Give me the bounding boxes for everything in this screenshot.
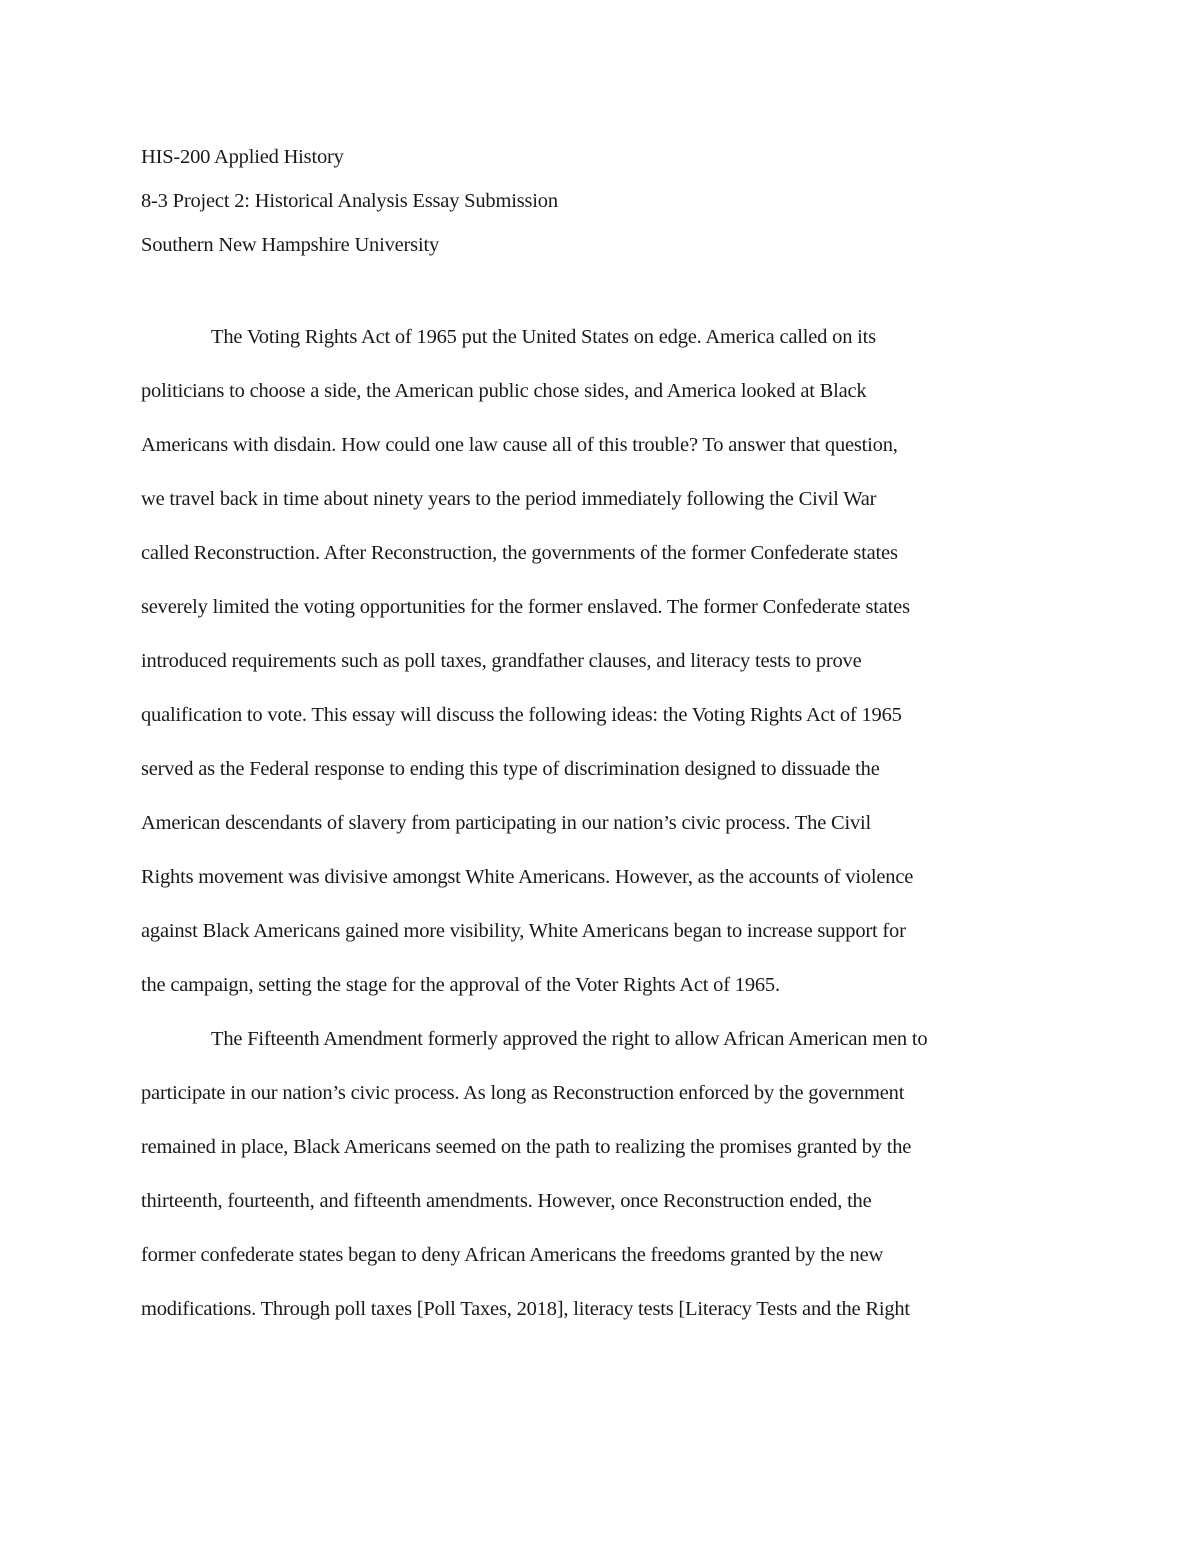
paragraph-line: The Fifteenth Amendment formerly approved the right to allow African American men to — [211, 1028, 928, 1050]
course-title: HIS-200 Applied History — [141, 146, 344, 168]
paragraph-line: former confederate states began to deny African Americans the freedoms granted by the new — [141, 1244, 884, 1266]
paragraph-line: called Reconstruction. After Reconstruction, the governments of the former Confederate states — [141, 542, 898, 564]
paragraph-line: served as the Federal response to ending this type of discrimination designed to dissuade the — [141, 758, 880, 780]
paragraph-line: Americans with disdain. How could one law cause all of this trouble? To answer that question, — [141, 434, 898, 456]
paragraph-line: we travel back in time about ninety years to the period immediately following the Civil War — [141, 488, 877, 510]
paragraph-line: modifications. Through poll taxes [Poll Taxes, 2018], literacy tests [Literacy Tests and the Right — [141, 1298, 910, 1320]
document-header — [141, 142, 1061, 274]
paragraph — [141, 1021, 1061, 1345]
paragraph — [141, 319, 1061, 1021]
paragraph-line: against Black Americans gained more visibility, White Americans began to increase support for — [141, 920, 906, 942]
paragraph-line: qualification to vote. This essay will discuss the following ideas: the Voting Rights Act of 1965 — [141, 704, 902, 726]
essay-body — [141, 319, 1061, 1345]
paragraph-line: American descendants of slavery from participating in our nation’s civic process. The Civil — [141, 812, 872, 834]
paragraph-line: introduced requirements such as poll taxes, grandfather clauses, and literacy tests to prove — [141, 650, 862, 672]
paragraph-line: severely limited the voting opportunities for the former enslaved. The former Confederate states — [141, 596, 910, 618]
paragraph-line: participate in our nation’s civic process. As long as Reconstruction enforced by the government — [141, 1082, 905, 1104]
institution-name: Southern New Hampshire University — [141, 234, 439, 256]
paragraph-line: politicians to choose a side, the American public chose sides, and America looked at Black — [141, 380, 867, 402]
paragraph-line: remained in place, Black Americans seemed on the path to realizing the promises granted by the — [141, 1136, 912, 1158]
paragraph-line: thirteenth, fourteenth, and fifteenth amendments. However, once Reconstruction ended, the — [141, 1190, 872, 1212]
paragraph-line: the campaign, setting the stage for the approval of the Voter Rights Act of 1965. — [141, 974, 780, 996]
paragraph-line: Rights movement was divisive amongst White Americans. However, as the accounts of violence — [141, 866, 914, 888]
paragraph-line: The Voting Rights Act of 1965 put the United States on edge. America called on its — [211, 326, 876, 348]
assignment-title: 8-3 Project 2: Historical Analysis Essay Submission — [141, 190, 558, 212]
